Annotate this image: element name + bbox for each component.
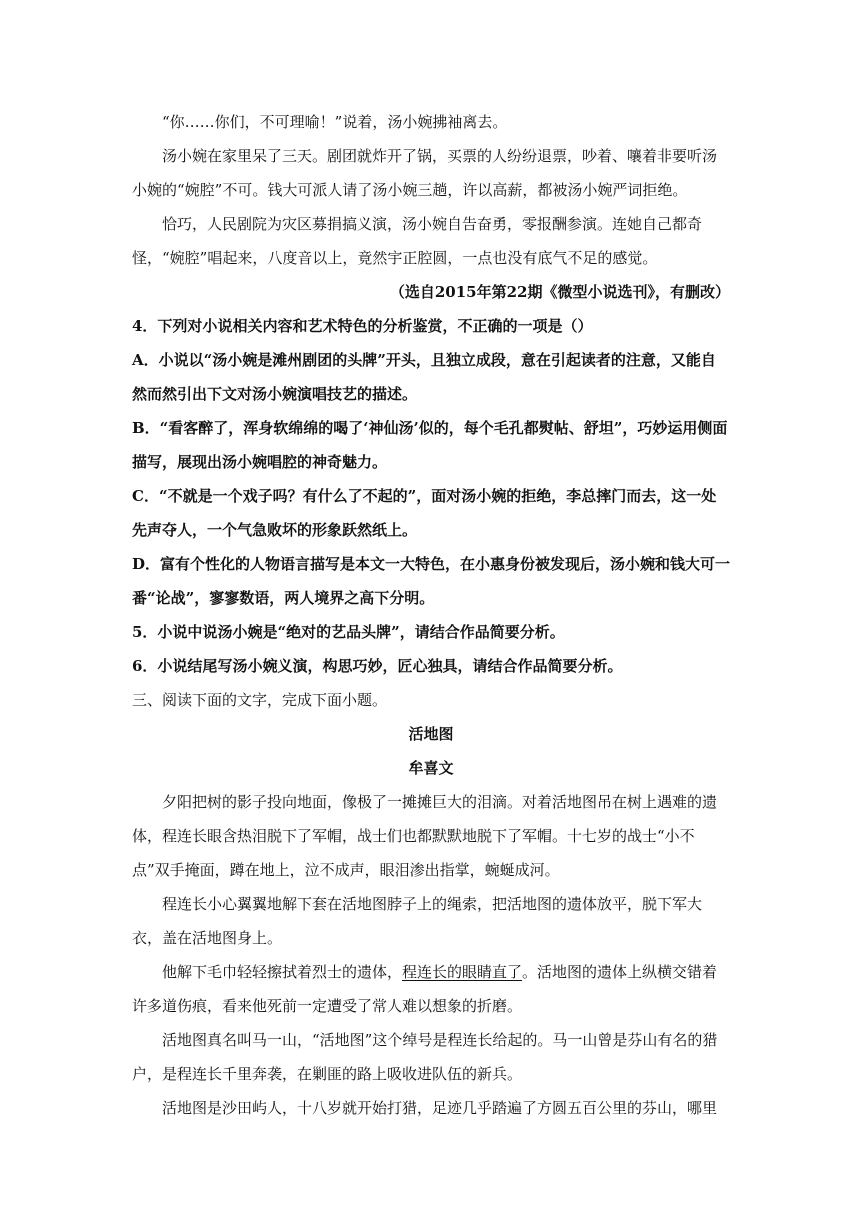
- paragraph-charity-show: 恰巧，人民剧院为灾区募捐搞义演，汤小婉自告奋勇，零报酬参演。连她自己都奇怪，“婉腔”唱起来，八度音以上，竟然宇正腔圆，一点也没有底气不足的感觉。: [132, 215, 703, 267]
- question-5: 5．小说中说汤小婉是“绝对的艺品头牌”，请结合作品简要分析。: [132, 623, 565, 641]
- story-paragraph-2: 程连长小心翼翼地解下套在活地图脖子上的绳索，把活地图的遗体放平，脱下军大衣，盖在活地图身上。: [132, 895, 703, 947]
- section-3-heading: 三、阅读下面的文字，完成下面小题。: [132, 691, 388, 709]
- story-paragraph-3-lead: 他解下毛巾轻轻擦拭着烈士的遗体，: [162, 963, 403, 981]
- paragraph-tang-leaves: “你……你们，不可理喻！”说着，汤小婉拂袖离去。: [162, 113, 508, 131]
- question-4-option-c: C．“不就是一个戏子吗？有什么了不起的”，面对汤小婉的拒绝，李总摔门而去，这一处先声夺人，一个气急败坏的形象跃然纸上。: [132, 487, 717, 539]
- question-4-option-b: B．“看客醉了，浑身软绵绵的喝了‘神仙汤’似的，每个毛孔都熨帖、舒坦”，巧妙运用侧面描写，展现出汤小婉唱腔的神奇魅力。: [132, 419, 728, 471]
- question-4-stem: 4．下列对小说相关内容和艺术特色的分析鉴赏，不正确的一项是（）: [132, 317, 593, 335]
- story-paragraph-1: 夕阳把树的影子投向地面，像极了一摊摊巨大的泪滴。对着活地图吊在树上遇难的遗体，程连长眼含热泪脱下了军帽，战士们也都默默地脱下了军帽。十七岁的战士“小不点”双手掩面，蹲在地上，泣不成声，眼泪渗出指掌，蜿蜒成河。: [132, 793, 718, 879]
- story-paragraph-3-rest: 。活地图的遗体上纵横交错着许多道伤痕，看来他死前一定遭受了常人难以想象的折磨。: [132, 963, 718, 1015]
- story-author: 牟喜文: [408, 759, 454, 777]
- paragraph-troupe-chaos: 汤小婉在家里呆了三天。剧团就炸开了锅，买票的人纷纷退票，吵着、嚷着非要听汤小婉的“婉腔”不可。钱大可派人请了汤小婉三趟，许以高薪，都被汤小婉严词拒绝。: [132, 147, 718, 199]
- story-paragraph-5: 活地图是沙田屿人，十八岁就开始打猎，足迹几乎踏遍了方圆五百公里的芬山，哪里: [162, 1099, 718, 1117]
- story-paragraph-3: [132, 955, 730, 1023]
- underlined-phrase: 程连长的眼睛直了: [402, 963, 523, 981]
- source-note: （选自2015年第22期《微型小说选刊》，有删改）: [389, 283, 730, 301]
- question-4-option-a: A．小说以“汤小婉是滩州剧团的头牌”开头，且独立成段，意在引起读者的注意，又能自然而然引出下文对汤小婉演唱技艺的描述。: [132, 351, 716, 403]
- question-6: 6．小说结尾写汤小婉义演，构思巧妙，匠心独具，请结合作品简要分析。: [132, 657, 623, 675]
- story-title: 活地图: [408, 725, 454, 743]
- question-4-option-d: D．富有个性化的人物语言描写是本文一大特色，在小惠身份被发现后，汤小婉和钱大可一番“论战”，寥寥数语，两人境界之高下分明。: [132, 555, 731, 607]
- story-paragraph-4: 活地图真名叫马一山，“活地图”这个绰号是程连长给起的。马一山曾是芬山有名的猎户，是程连长千里奔袭，在剿匪的路上吸收进队伍的新兵。: [132, 1031, 718, 1083]
